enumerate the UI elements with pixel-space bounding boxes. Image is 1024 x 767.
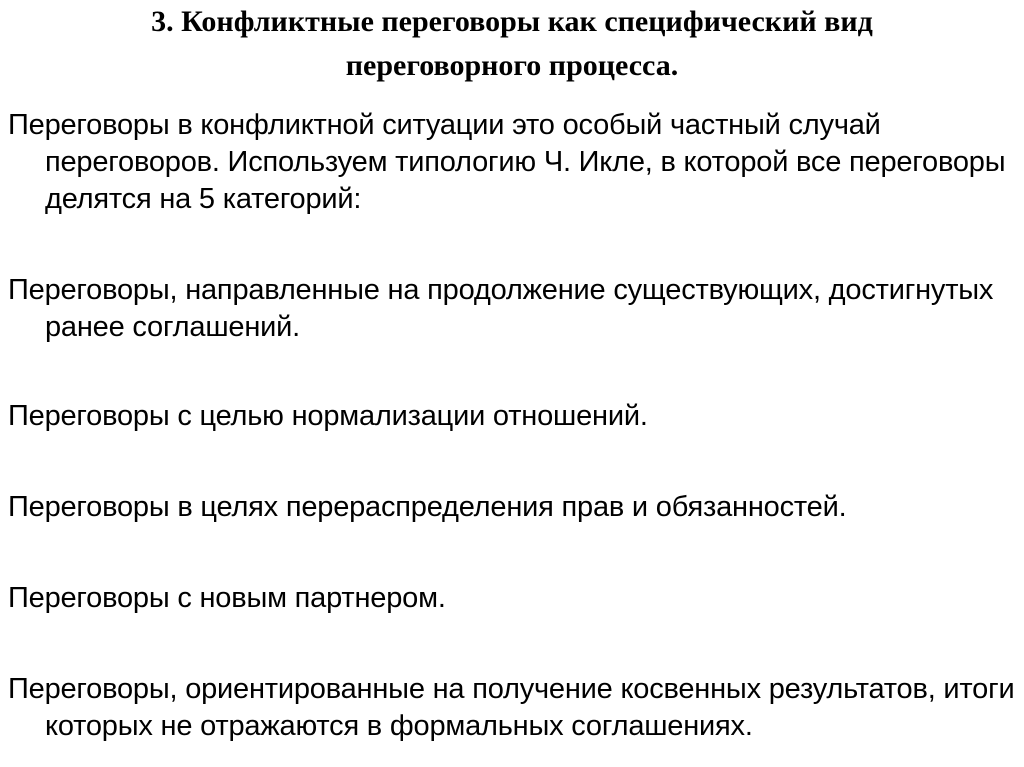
category-4-paragraph: Переговоры с новым партнером. [8,582,446,614]
intro-paragraph: Переговоры в конфликтной ситуации это особый частный случай переговоров. Используем типологию Ч. Икле, в которой все переговоры делятся на 5 категорий: [8,109,1006,215]
category-2-paragraph: Переговоры с целью нормализации отношений. [8,400,648,432]
category-3-paragraph: Переговоры в целях перераспределения прав и обязанностей. [8,491,847,523]
category-1-paragraph: Переговоры, направленные на продолжение существующих, достигнутых ранее соглашений. [8,274,994,343]
slide-title: 3. Конфликтные переговоры как специфический вид переговорного процесса. [151,5,873,82]
category-5-paragraph: Переговоры, ориентированные на получение косвенных результатов, итоги которых не отражаются в формальных соглашениях. [8,673,1015,742]
